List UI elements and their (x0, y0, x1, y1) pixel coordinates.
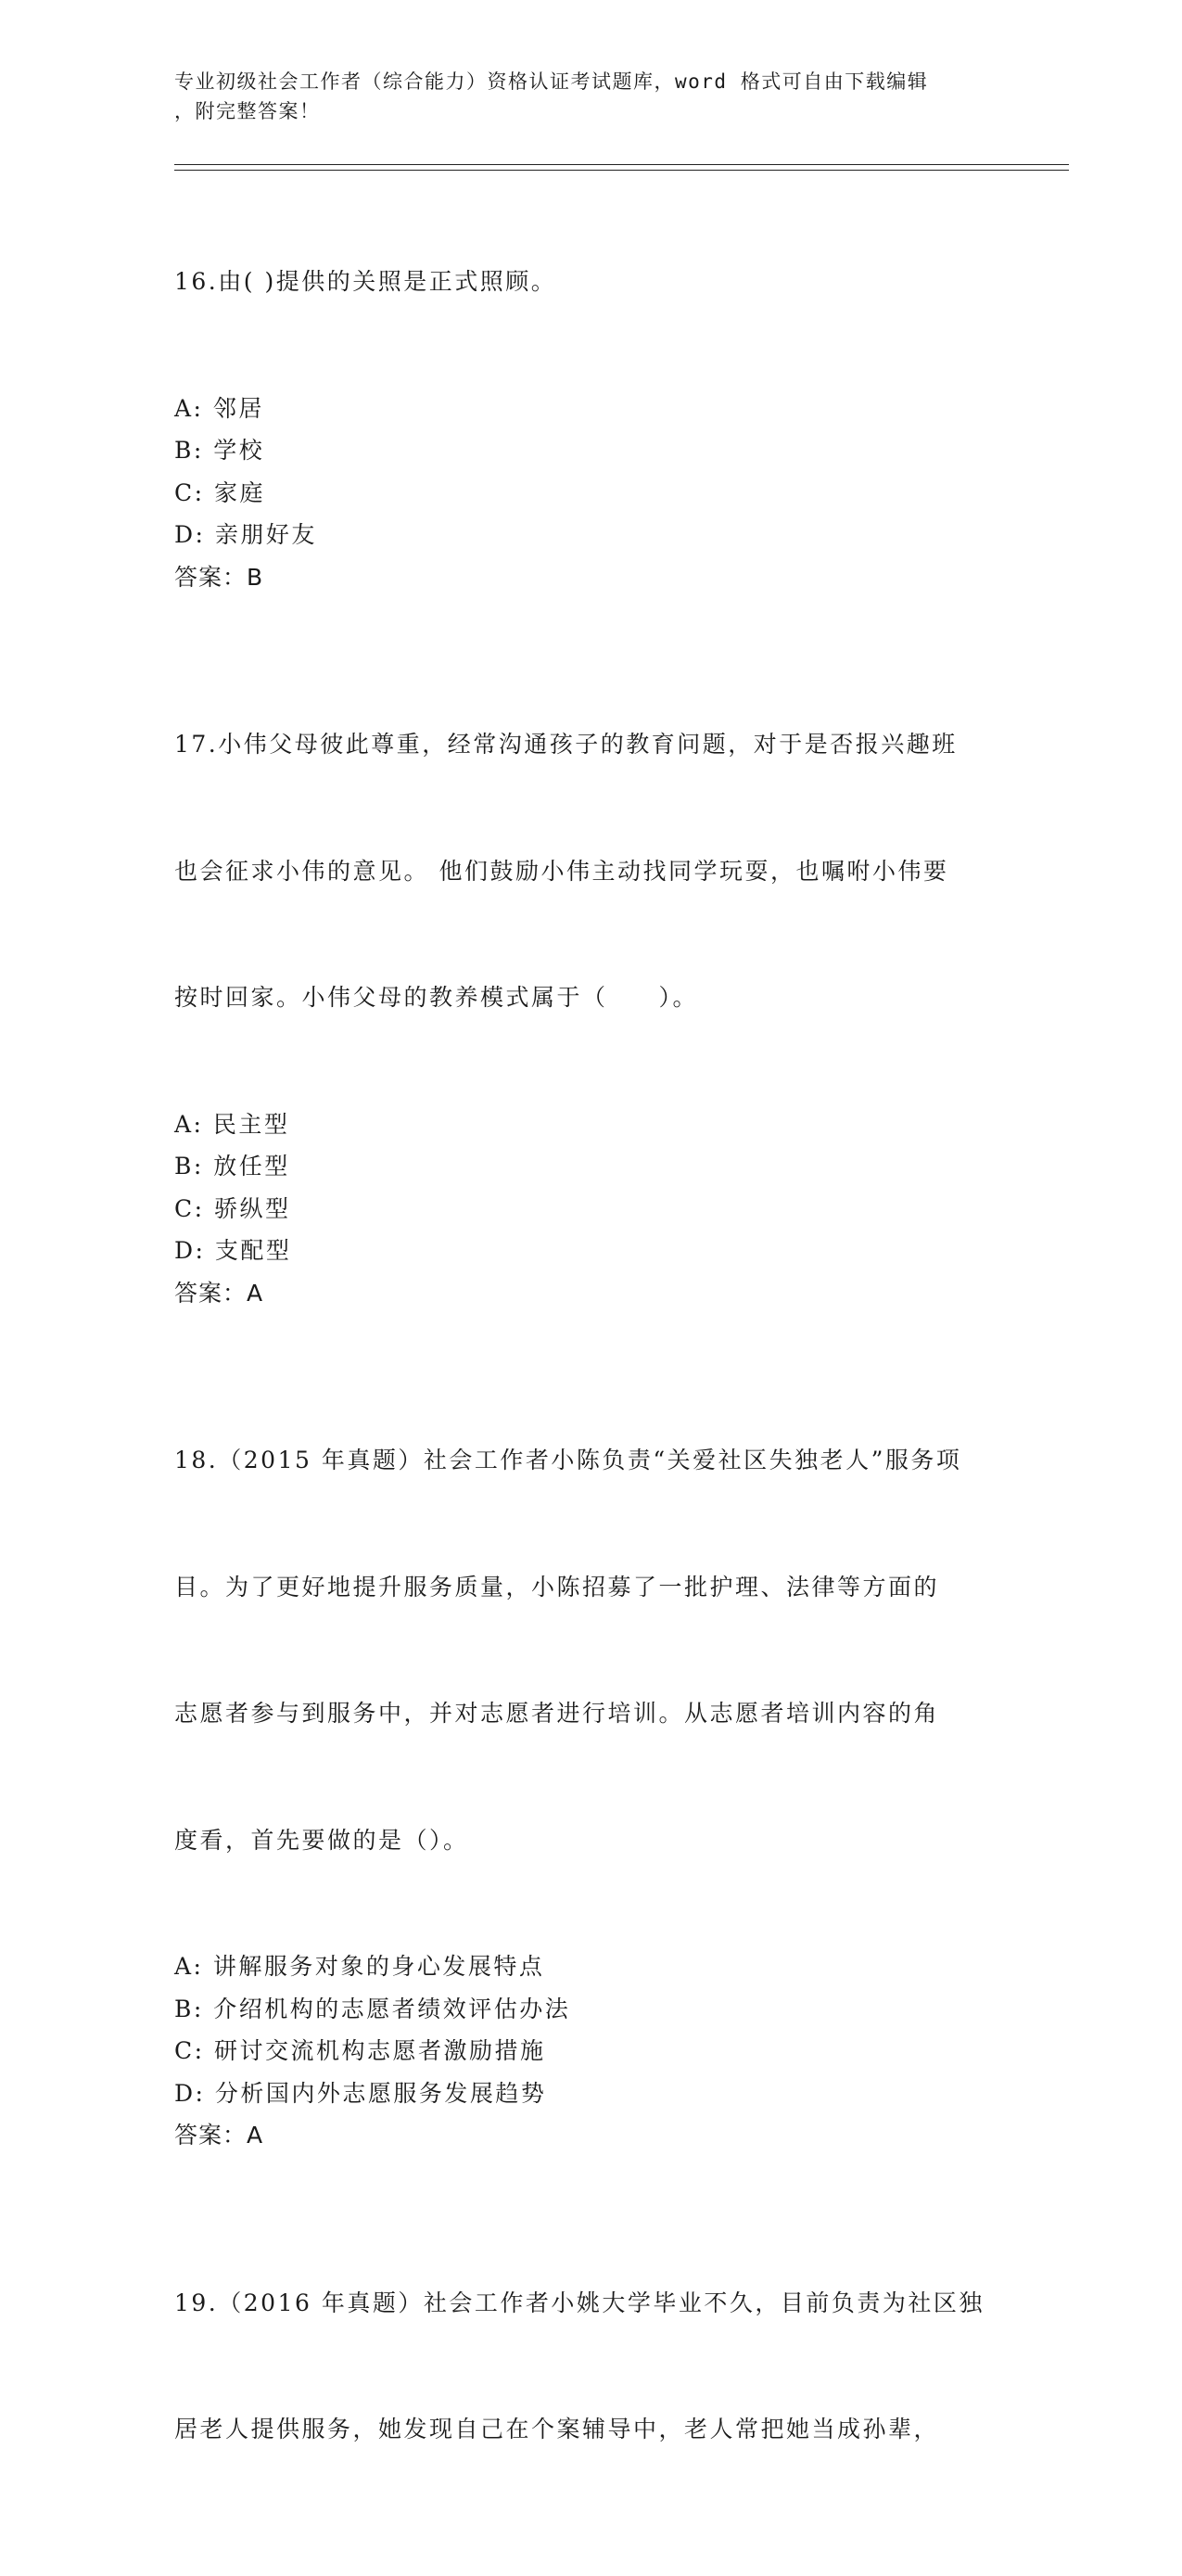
question-list (174, 176, 1009, 2576)
header-divider-top (174, 164, 1069, 165)
option-a: A: 邻居 (174, 394, 264, 422)
option-a: A: 讲解服务对象的身心发展特点 (174, 1953, 545, 1980)
stem-line: 19.（2016 年真题）社会工作者小姚大学毕业不久，目前负责为社区独 (174, 2289, 985, 2316)
answer: 答案：B (174, 563, 264, 591)
answer: 答案：A (174, 1279, 264, 1307)
question-stem (174, 176, 1009, 388)
option-b: B: 放任型 (174, 1153, 290, 1180)
option-a: A: 民主型 (174, 1110, 290, 1138)
question-stem (174, 639, 1009, 1103)
option-b: B: 学校 (174, 437, 265, 464)
stem-line: 志愿者参与到服务中，并对志愿者进行培训。从志愿者培训内容的角 (174, 1700, 940, 1727)
option-d: D: 支配型 (174, 1237, 292, 1264)
answer: 答案：A (174, 2122, 264, 2149)
question-stem (174, 1355, 1009, 1945)
stem-line: 17.小伟父母彼此尊重，经常沟通孩子的教育问题，对于是否报兴趣班 (174, 731, 958, 758)
header-divider-bottom (174, 170, 1069, 171)
stem-line: 也会征求小伟的意见。 他们鼓励小伟主动找同学玩耍，也嘱咐小伟要 (174, 857, 949, 885)
header-line-2: ，附完整答案！ (174, 100, 321, 122)
option-d: D: 分析国内外志愿服务发展趋势 (174, 2079, 547, 2107)
stem-line: 居老人提供服务，她发现自己在个案辅导中，老人常把她当成孙辈， (174, 2416, 940, 2442)
question-18 (174, 1355, 1009, 2157)
option-b: B: 介绍机构的志愿者绩效评估办法 (174, 1995, 571, 2022)
stem-line: 度看，首先要做的是（）。 (174, 1826, 469, 1854)
option-d: D: 亲朋好友 (174, 521, 317, 548)
question-stem (174, 2198, 1009, 2535)
header-line-1: 专业初级社会工作者（综合能力）资格认证考试题库，word 格式可自由下载编辑 (174, 70, 929, 93)
stem-line: 16.由( )提供的关照是正式照顾。 (174, 268, 557, 295)
stem-line: 按时回家。小伟父母的教养模式属于（ ）。 (174, 984, 699, 1011)
option-c: C: 家庭 (174, 478, 265, 506)
stem-line: 目。为了更好地提升服务质量，小陈招募了一批护理、法律等方面的 (174, 1573, 940, 1600)
option-c: C: 骄纵型 (174, 1194, 291, 1222)
document-header (174, 67, 1009, 126)
question-16 (174, 176, 1009, 598)
stem-line: 18.（2015 年真题）社会工作者小陈负责“关爱社区失独老人”服务项 (174, 1447, 962, 1473)
question-19 (174, 2198, 1009, 2535)
option-c: C: 研讨交流机构志愿者激励措施 (174, 2037, 546, 2064)
question-17 (174, 639, 1009, 1314)
